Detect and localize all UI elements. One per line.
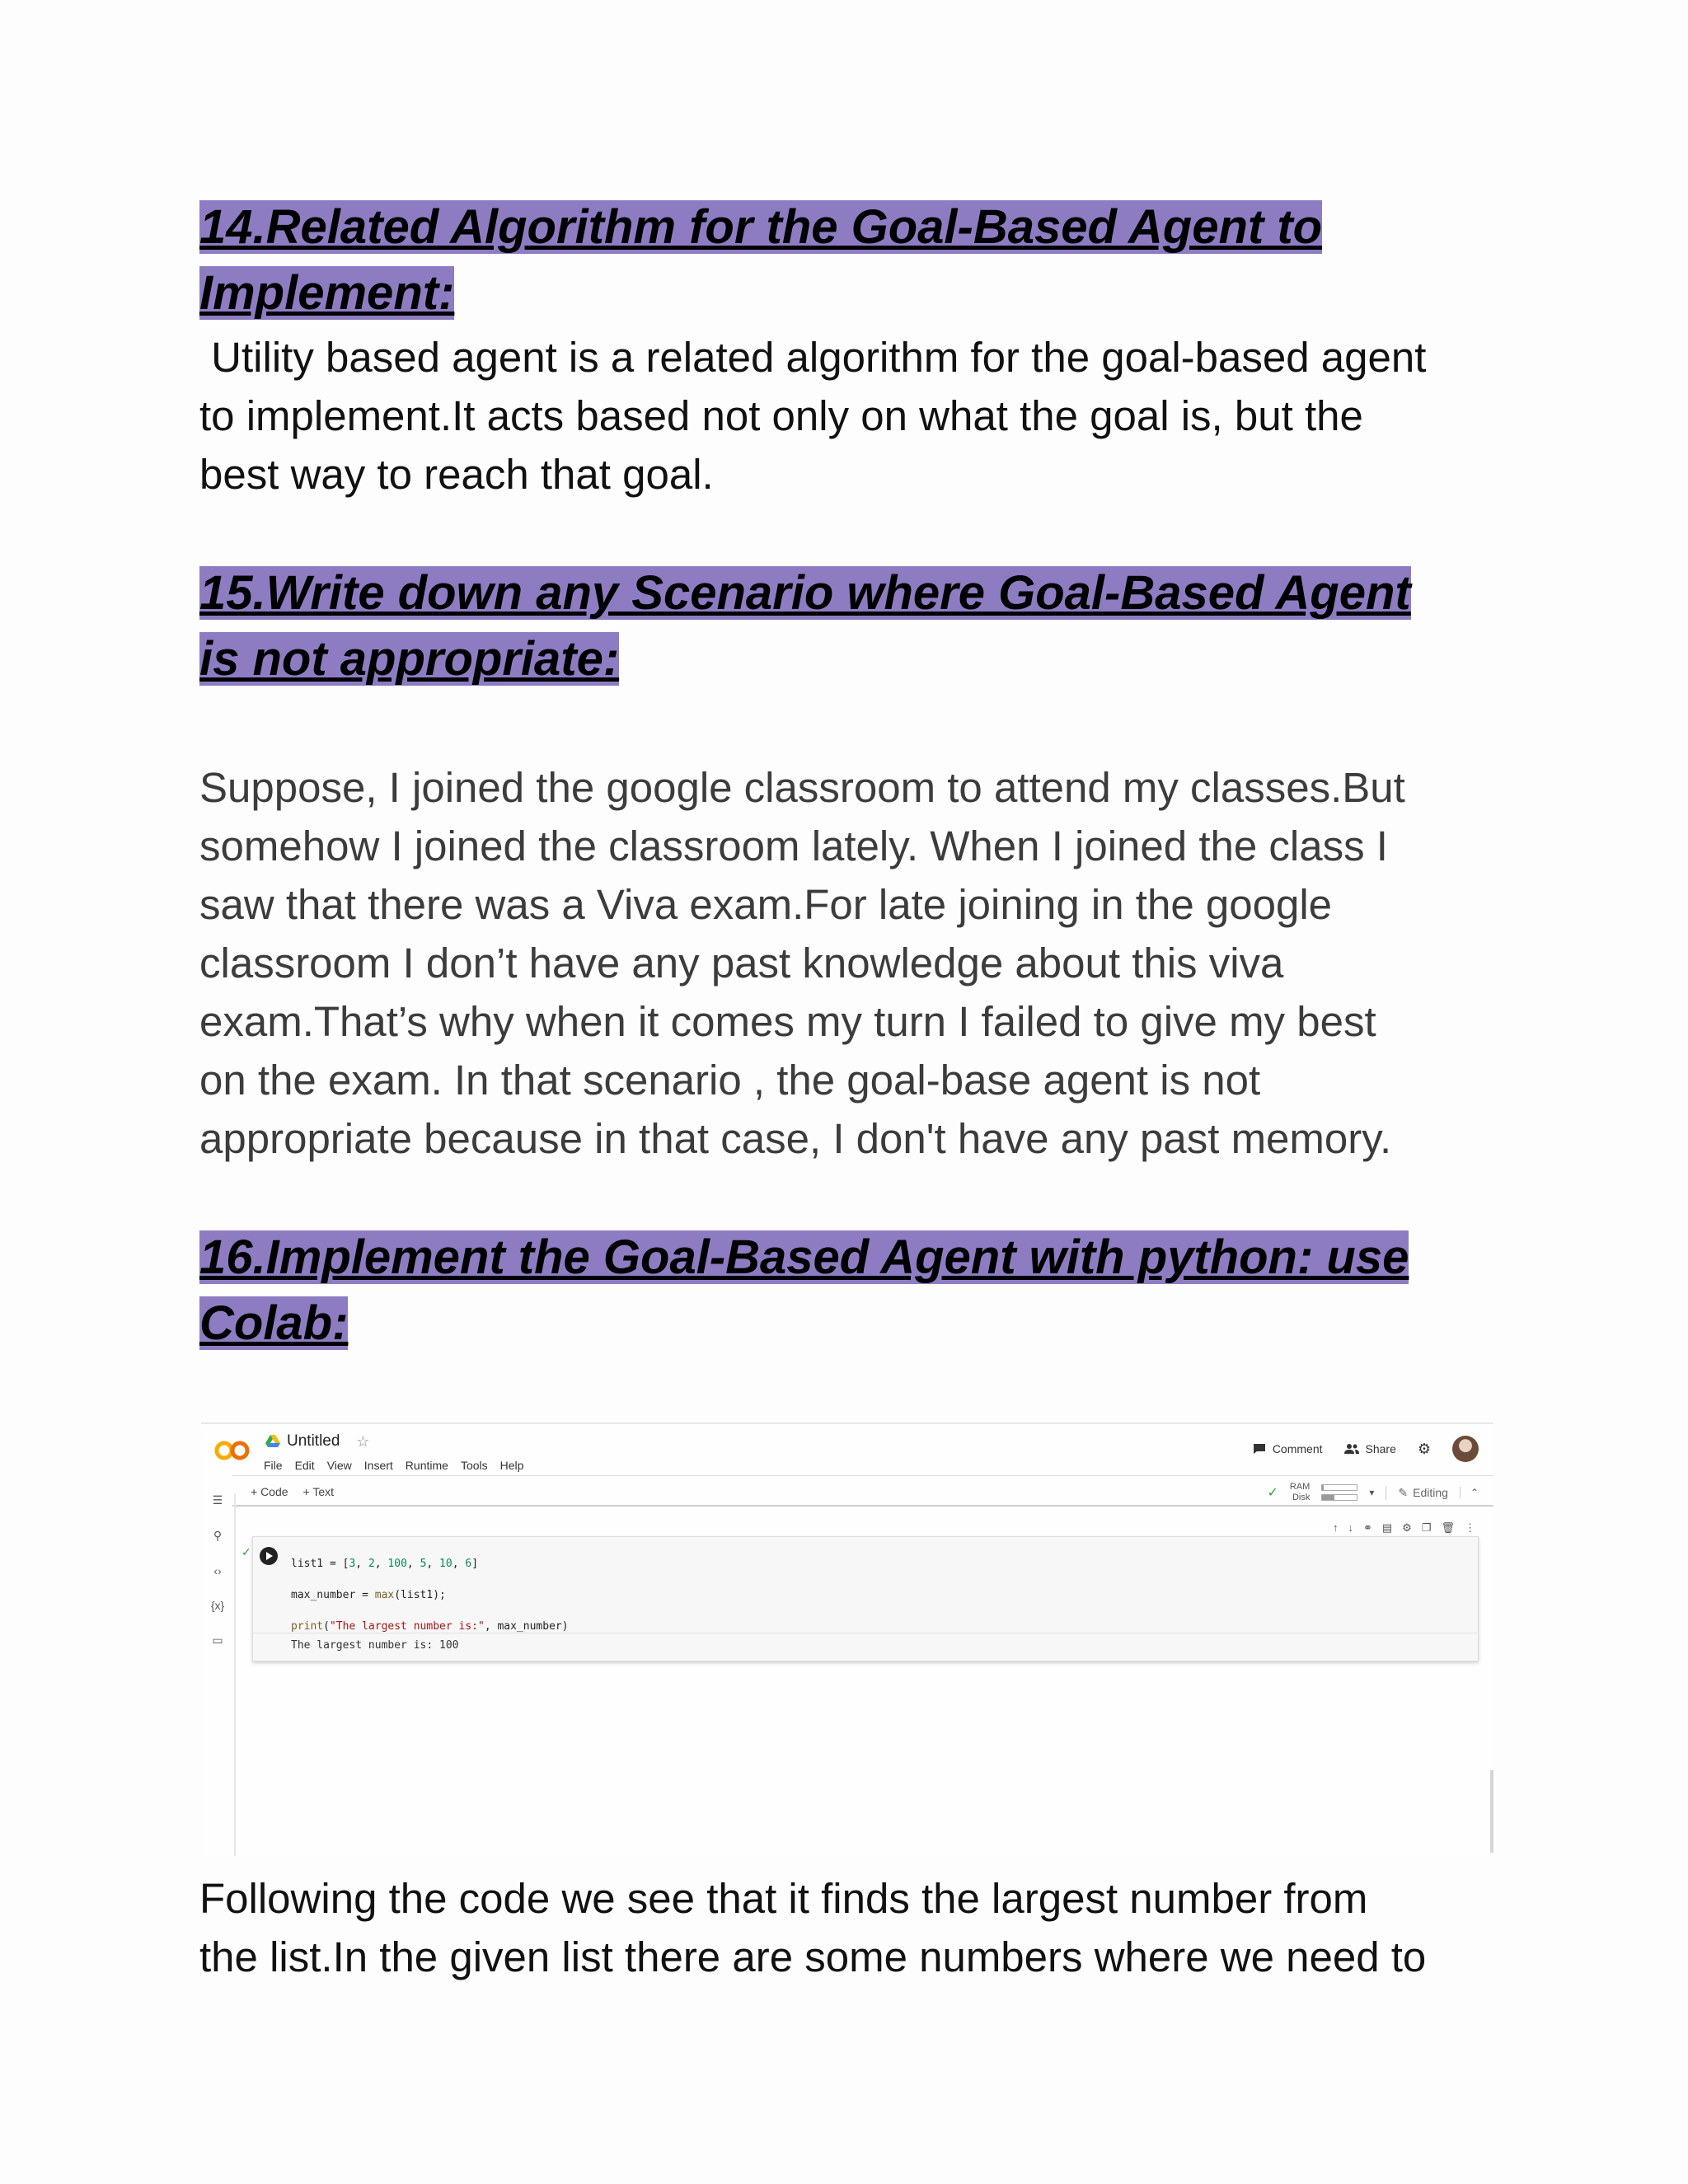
code-token: list1 = [: [291, 1558, 349, 1570]
body-line: somehow I joined the classroom lately. When I joined the class I: [199, 823, 1388, 869]
colab-logo-icon: [214, 1439, 251, 1462]
section-16-heading: [199, 1225, 1502, 1357]
cell-actions: [1333, 1521, 1475, 1535]
variables-icon[interactable]: {x}: [210, 1599, 225, 1612]
editing-mode-button[interactable]: [1386, 1486, 1448, 1500]
body-line: Utility based agent is a related algorithm for the goal-based agent: [199, 334, 1427, 381]
share-icon: [1344, 1444, 1359, 1454]
body-line: classroom I don’t have any past knowledge about this viva: [199, 940, 1284, 987]
share-label: Share: [1365, 1442, 1396, 1455]
disk-bar: [1321, 1494, 1357, 1501]
body-line: to implement.It acts based not only on what the goal is, but the: [199, 392, 1363, 439]
star-icon[interactable]: ☆: [356, 1432, 370, 1450]
section-14-body: [199, 328, 1518, 504]
menu-file[interactable]: File: [264, 1459, 283, 1472]
heading-line: is not appropriate:: [199, 632, 620, 686]
heading-line: 16.Implement the Goal-Based Agent with python: use: [199, 1230, 1409, 1284]
mirror-cell-icon[interactable]: ❐: [1421, 1521, 1432, 1534]
code-editor[interactable]: [291, 1549, 569, 1643]
menu-edit[interactable]: Edit: [294, 1459, 315, 1472]
cell-settings-icon[interactable]: ⚙: [1402, 1521, 1412, 1534]
comment-cell-icon[interactable]: ▤: [1381, 1521, 1393, 1534]
add-text-button[interactable]: + Text: [302, 1485, 335, 1498]
code-token: max_number =: [291, 1589, 375, 1601]
ram-bar-fill: [1322, 1485, 1324, 1490]
delete-icon[interactable]: 🗑: [1441, 1521, 1455, 1534]
code-token: (: [323, 1620, 330, 1633]
body-line: appropriate because in that case, I don't have any past memory.: [199, 1115, 1392, 1162]
move-up-icon[interactable]: ↑: [1332, 1521, 1339, 1534]
editing-label: Editing: [1413, 1486, 1448, 1499]
code-token: print: [291, 1620, 324, 1633]
body-line: exam.That’s why when it comes my turn I failed to give my best: [199, 998, 1376, 1045]
comment-icon: [1253, 1443, 1266, 1455]
ram-label: RAM: [1289, 1482, 1311, 1492]
code-token: "The largest number is:": [329, 1620, 485, 1633]
heading-line: 15.Write down any Scenario where Goal-Based Agent: [199, 566, 1411, 620]
share-button[interactable]: [1344, 1442, 1396, 1455]
heading-line: Colab:: [199, 1296, 349, 1350]
runtime-status: [1268, 1482, 1479, 1503]
avatar[interactable]: [1452, 1436, 1479, 1462]
menu-tools[interactable]: Tools: [460, 1459, 488, 1472]
body-line: Suppose, I joined the google classroom to attend my classes.But: [199, 764, 1405, 811]
body-line: the list.In the given list there are some numbers where we need to: [199, 1933, 1427, 1980]
code-snippets-icon[interactable]: ‹›: [213, 1564, 222, 1577]
cell-toolbar: [251, 1485, 334, 1498]
ram-bar: [1321, 1484, 1357, 1491]
more-icon[interactable]: ⋮: [1465, 1521, 1475, 1534]
menu-help[interactable]: Help: [499, 1459, 524, 1472]
disk-bar-fill: [1322, 1495, 1334, 1500]
code-token: ,: [355, 1558, 368, 1570]
code-token: (list1);: [394, 1589, 446, 1601]
section-16-body: [199, 1869, 1518, 1986]
code-token: 2: [368, 1558, 375, 1570]
comment-button[interactable]: [1253, 1442, 1323, 1455]
body-line: on the exam. In that scenario , the goal-base agent is not: [199, 1057, 1261, 1104]
scrollbar[interactable]: [1490, 1770, 1493, 1853]
code-token: 10: [439, 1558, 452, 1570]
code-token: ,: [406, 1558, 420, 1570]
code-token: ,: [452, 1558, 466, 1570]
run-success-icon: ✓: [241, 1545, 251, 1558]
menu-view[interactable]: View: [326, 1459, 352, 1472]
section-15-body: [199, 758, 1518, 1168]
notebook-title-row: [265, 1432, 370, 1451]
resource-bars[interactable]: [1321, 1484, 1357, 1501]
code-token: 5: [420, 1558, 427, 1570]
chevron-up-icon[interactable]: ⌃: [1460, 1487, 1479, 1498]
pencil-icon: ✎: [1398, 1485, 1409, 1499]
code-token: ,: [374, 1558, 388, 1570]
body-line: Following the code we see that it finds the largest number from: [199, 1875, 1368, 1922]
menu-insert[interactable]: Insert: [363, 1459, 393, 1472]
gear-icon[interactable]: ⚙: [1417, 1440, 1431, 1457]
disk-label: Disk: [1292, 1493, 1311, 1502]
code-token: 6: [465, 1558, 472, 1570]
menu-bar: [264, 1459, 523, 1472]
add-code-button[interactable]: + Code: [251, 1485, 288, 1498]
link-icon[interactable]: ⚭: [1362, 1521, 1372, 1534]
header-actions: [1253, 1436, 1479, 1462]
drive-icon: [265, 1435, 280, 1448]
check-icon: ✓: [1267, 1486, 1278, 1500]
section-15-heading: [199, 560, 1502, 692]
left-rail: [201, 1493, 234, 1647]
heading-line: 14.Related Algorithm for the Goal-Based Agent to: [199, 200, 1323, 254]
notebook-title[interactable]: Untitled: [287, 1432, 340, 1450]
search-icon[interactable]: ⚲: [213, 1529, 223, 1542]
code-token: ]: [471, 1558, 479, 1570]
code-token: 3: [349, 1558, 356, 1570]
table-of-contents-icon[interactable]: ☰: [212, 1493, 223, 1507]
run-button[interactable]: [260, 1547, 278, 1565]
heading-line: Implement:: [199, 266, 455, 320]
code-cell[interactable]: [241, 1536, 1479, 1661]
colab-screenshot: [201, 1422, 1493, 1856]
ram-disk-labels: [1290, 1482, 1310, 1503]
divider: [232, 1475, 1493, 1476]
code-token: ,: [426, 1558, 440, 1570]
chevron-down-icon[interactable]: ▾: [1369, 1487, 1375, 1498]
folder-icon[interactable]: ▭: [212, 1633, 223, 1647]
body-line: best way to reach that goal.: [199, 451, 714, 498]
code-token: max: [374, 1589, 395, 1601]
code-token: 100: [387, 1558, 407, 1570]
body-line: saw that there was a Viva exam.For late joining in the google: [199, 881, 1333, 928]
code-token: , max_number): [484, 1620, 569, 1633]
rail-divider: [234, 1493, 236, 1856]
divider: [232, 1505, 1493, 1507]
section-14-heading: [199, 194, 1502, 326]
move-down-icon[interactable]: ↓: [1348, 1521, 1353, 1534]
comment-label: Comment: [1272, 1442, 1323, 1455]
menu-runtime[interactable]: Runtime: [405, 1459, 448, 1472]
cell-output: The largest number is: 100: [291, 1639, 459, 1652]
